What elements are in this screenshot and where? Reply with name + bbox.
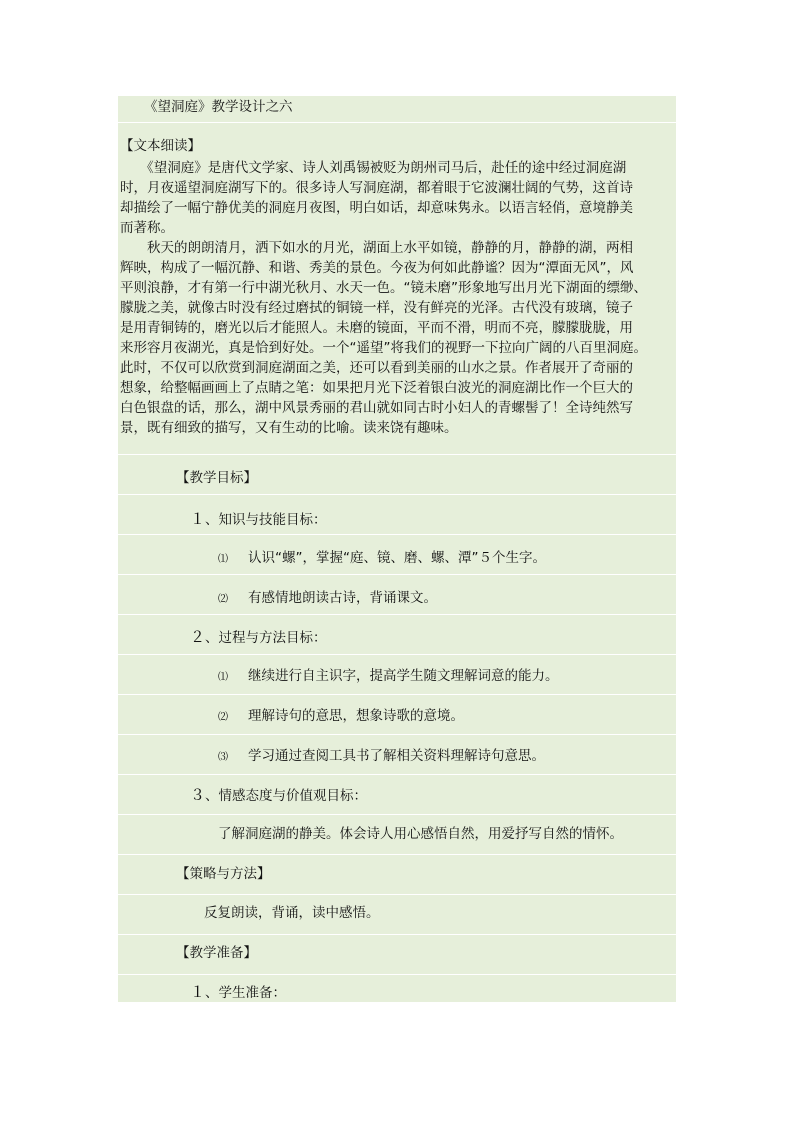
- table-rule: [118, 734, 676, 735]
- item-number: ⑴: [218, 672, 228, 683]
- paragraph-line: 《望洞庭》是唐代文学家、诗人刘禹锡被贬为朗州司马后，赴任的途中经过洞庭湖: [120, 160, 627, 176]
- text-reading-paragraph-2: [120, 238, 676, 438]
- paragraph-line: 朦胧之美，就像古时没有经过磨拭的铜镜一样，没有鲜亮的光泽。古代没有玻璃，镜子: [120, 300, 633, 316]
- goal-2-item-1: [218, 668, 559, 686]
- paragraph-line: 却描绘了一幅宁静优美的洞庭月夜图，明白如话，却意味隽永。以语言轻俏，意境静美: [120, 200, 633, 216]
- section-heading-strategy: 【策略与方法】: [176, 866, 271, 882]
- goal-1: [190, 511, 327, 528]
- paragraph-line: 平则浪静，才有第一行中湖光秋月、水天一色。“镜未磨”形象地写出月光下湖面的缥缈、: [120, 280, 647, 296]
- prep-item-1: [190, 984, 286, 1001]
- goal-1-item-1: [218, 550, 546, 568]
- item-number: ⑵: [218, 712, 228, 723]
- item-text: 学习通过查阅工具书了解相关资料理解诗句意思。: [248, 748, 545, 764]
- section-heading-text-reading: 【文本细读】: [120, 138, 201, 154]
- paragraph-line: 而著称。: [120, 220, 174, 236]
- strategy-text: 反复朗读，背诵，读中感悟。: [204, 905, 380, 921]
- section-heading-preparation: 【教学准备】: [176, 945, 257, 961]
- goal-number: ２: [190, 628, 206, 646]
- table-rule: [118, 122, 676, 123]
- paragraph-line: 想象，给整幅画画上了点睛之笔：如果把月光下泛着银白波光的洞庭湖比作一个巨大的: [120, 380, 633, 396]
- section-heading-goals: 【教学目标】: [176, 470, 257, 486]
- table-rule: [118, 934, 676, 935]
- paragraph-line: 来形容月夜湖光，真是恰到好处。一个“遥望”将我们的视野一下拉向广阔的八百里洞庭。: [120, 340, 647, 356]
- table-rule: [118, 894, 676, 895]
- goal-label: 、过程与方法目标：: [205, 630, 327, 646]
- goal-3: [190, 787, 367, 804]
- paragraph-line: 景，既有细致的描写，又有生动的比喻。读来饶有趣味。: [120, 420, 458, 436]
- goal-label: 、情感态度与价值观目标：: [205, 788, 368, 804]
- item-text: 理解诗句的意思，想象诗歌的意境。: [248, 708, 464, 724]
- table-rule: [118, 854, 676, 855]
- goal-2-item-2: [218, 708, 464, 726]
- item-number: ⑴: [218, 554, 228, 565]
- table-rule: [118, 654, 676, 655]
- table-rule: [118, 614, 676, 615]
- item-number: ⑶: [218, 752, 228, 763]
- table-rule: [118, 694, 676, 695]
- goal-1-item-2: [218, 590, 437, 608]
- item-text: 继续进行自主识字，提高学生随文理解词意的能力。: [248, 668, 559, 684]
- paragraph-line: 秋天的朗朗清月，洒下如水的月光，湖面上水平如镜，静静的月，静静的湖，两相: [120, 240, 633, 256]
- table-rule: [118, 454, 676, 455]
- table-rule: [118, 494, 676, 495]
- goal-number: ３: [190, 786, 206, 804]
- text-reading-paragraph-1: [120, 158, 676, 238]
- prep-number: １: [190, 983, 206, 1001]
- goal-2: [190, 629, 327, 646]
- paragraph-line: 是用青铜铸的，磨光以后才能照人。未磨的镜面，平而不滑，明而不亮，朦朦胧胧，用: [120, 320, 633, 336]
- goal-label: 、知识与技能目标：: [205, 512, 327, 528]
- item-text: 认识“螺”，掌握“庭、镜、磨、螺、潭”５个生字。: [248, 550, 546, 566]
- paragraph-line: 此时，不仅可以欣赏到洞庭湖面之美，还可以看到美丽的山水之景。作者展开了奇丽的: [120, 360, 633, 376]
- paragraph-line: 时，月夜遥望洞庭湖写下的。很多诗人写洞庭湖，都着眼于它波澜壮阔的气势，这首诗: [120, 180, 633, 196]
- goal-2-item-3: [218, 748, 545, 766]
- paragraph-line: 辉映，构成了一幅沉静、和谐、秀美的景色。今夜为何如此静谧？因为“潭面无风”，风: [120, 260, 634, 276]
- goal-3-text: 了解洞庭湖的静美。体会诗人用心感悟自然，用爱抒写自然的情怀。: [218, 826, 623, 842]
- item-text: 有感情地朗读古诗，背诵课文。: [248, 590, 437, 606]
- document-title: 《望洞庭》教学设计之六: [144, 99, 293, 115]
- goal-number: １: [190, 510, 206, 528]
- table-rule: [118, 574, 676, 575]
- table-rule: [118, 774, 676, 775]
- prep-label: 、学生准备：: [205, 985, 287, 1001]
- item-number: ⑵: [218, 594, 228, 605]
- table-rule: [118, 814, 676, 815]
- table-rule: [118, 534, 676, 535]
- paragraph-line: 白色银盘的话，那么，湖中风景秀丽的君山就如同古时小妇人的青螺髻了！全诗纯然写: [120, 400, 633, 416]
- table-rule: [118, 974, 676, 975]
